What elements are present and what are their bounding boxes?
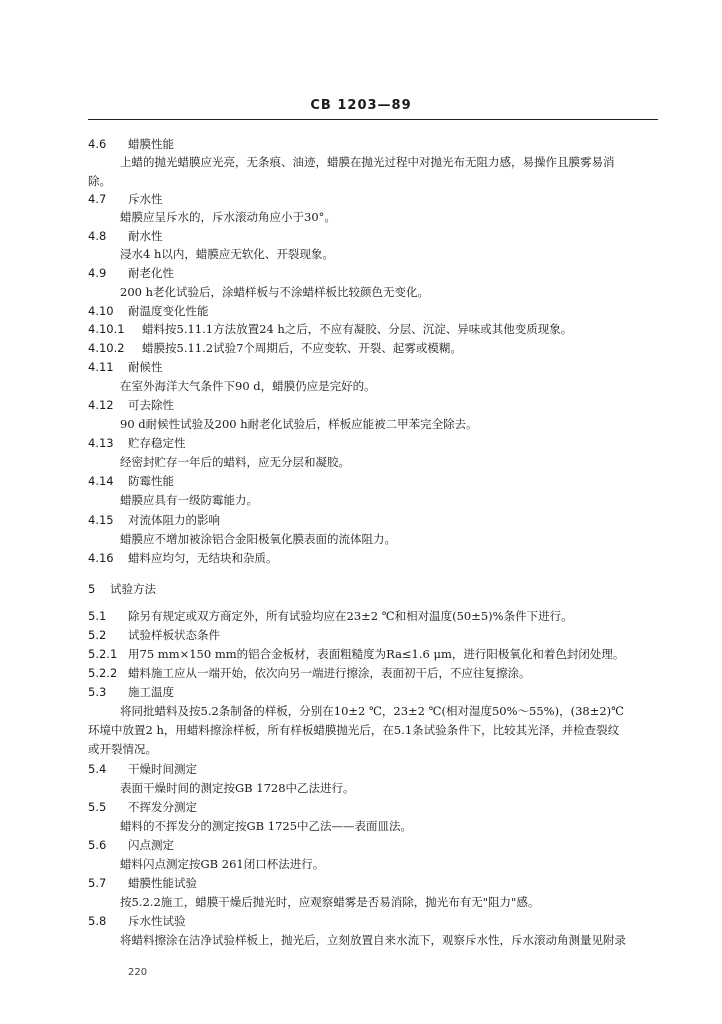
standard-code-header: CB 1203—89	[310, 98, 412, 113]
clause-line: 蜡膜应不增加被涂铝合金阳极氧化膜表面的流体阻力。	[120, 532, 396, 546]
clause-line: 蜡膜应具有一级防霉能力。	[120, 493, 258, 507]
clause-line: 环境中放置2 h，用蜡料擦涂样板，所有样板蜡膜抛光后，在5.1条试验条件下，比较其光泽，并检查裂纹	[88, 723, 620, 737]
clause-line: 4.12 可去除性	[88, 398, 174, 412]
clause-line: 4.11 耐候性	[88, 360, 163, 374]
clause-line: 5.3 施工温度	[88, 685, 174, 699]
clause-line: 4.10.1 蜡料按5.11.1方法放置24 h之后，不应有凝胶、分层、沉淀、异味或其他变质现象。	[88, 322, 573, 336]
clause-line: 或开裂情况。	[88, 742, 157, 756]
clause-line: 表面干燥时间的测定按GB 1728中乙法进行。	[120, 781, 355, 795]
clause-line: 经密封贮存一年后的蜡料，应无分层和凝胶。	[120, 455, 350, 469]
clause-line: 5.8 斥水性试验	[88, 914, 186, 928]
clause-line: 4.10.2 蜡膜按5.11.2试验7个周期后，不应变软、开裂、起雾或模糊。	[88, 341, 462, 355]
clause-line: 4.7 斥水性	[88, 192, 163, 206]
clause-line: 5.2.1 用75 mm×150 mm的铝合金板材，表面粗糙度为Ra≤1.6 μm，进行阳极氧化和着色封闭处理。	[88, 647, 625, 661]
clause-line: 4.14 防霉性能	[88, 474, 174, 488]
clause-line: 5.5 不挥发分测定	[88, 800, 197, 814]
clause-line: 5.4 干燥时间测定	[88, 762, 197, 776]
clause-line: 200 h老化试验后，涂蜡样板与不涂蜡样板比较颜色无变化。	[120, 285, 430, 299]
clause-line: 按5.2.2施工，蜡膜干燥后抛光时，应观察蜡雾是否易消除，抛光布有无"阻力"感。	[120, 895, 540, 909]
page-number: 220	[128, 967, 148, 978]
clause-line: 4.13 贮存稳定性	[88, 436, 186, 450]
header-rule	[88, 119, 658, 120]
clause-line: 蜡膜应呈斥水的，斥水滚动角应小于30°。	[120, 210, 336, 224]
clause-line: 将蜡料擦涂在洁净试验样板上，抛光后，立刻放置自来水流下，观察斥水性，斥水滚动角测量见附录	[120, 933, 626, 947]
clause-line: 4.6 蜡膜性能	[88, 137, 174, 151]
clause-line: 4.9 耐老化性	[88, 266, 174, 280]
clause-line: 4.10 耐温度变化性能	[88, 304, 209, 318]
clause-line: 蜡料的不挥发分的测定按GB 1725中乙法——表面皿法。	[120, 819, 413, 833]
clause-line: 4.16 蜡料应均匀，无结块和杂质。	[88, 551, 278, 565]
clause-line: 5.2 试验样板状态条件	[88, 628, 220, 642]
clause-line: 5.1 除另有规定或双方商定外，所有试验均应在23±2 ℃和相对温度(50±5)%条件下进行。	[88, 609, 573, 623]
clause-line: 蜡料闪点测定按GB 261闭口杯法进行。	[120, 857, 325, 871]
clause-line: 将同批蜡料及按5.2条制备的样板，分别在10±2 ℃，23±2 ℃(相对湿度50%～55%)，(38±2)℃	[120, 704, 625, 718]
clause-line: 5.7 蜡膜性能试验	[88, 876, 197, 890]
clause-line: 5.6 闪点测定	[88, 838, 174, 852]
clause-line: 5.2.2 蜡料施工应从一端开始，依次向另一端进行擦涂，表面初干后，不应往复擦涂。	[88, 666, 531, 680]
clause-line: 浸水4 h以内，蜡膜应无软化、开裂现象。	[120, 247, 334, 261]
section-heading: 5 试验方法	[88, 582, 156, 596]
clause-line: 4.8 耐水性	[88, 229, 163, 243]
clause-line: 上蜡的抛光蜡膜应光亮，无条痕、油迹，蜡膜在抛光过程中对抛光布无阻力感，易操作且膜雾易消	[120, 155, 615, 169]
clause-line: 在室外海洋大气条件下90 d，蜡膜仍应是完好的。	[120, 379, 376, 393]
clause-line: 4.15 对流体阻力的影响	[88, 513, 220, 527]
clause-line: 除。	[88, 174, 111, 188]
clause-line: 90 d耐候性试验及200 h耐老化试验后，样板应能被二甲苯完全除去。	[120, 417, 478, 431]
